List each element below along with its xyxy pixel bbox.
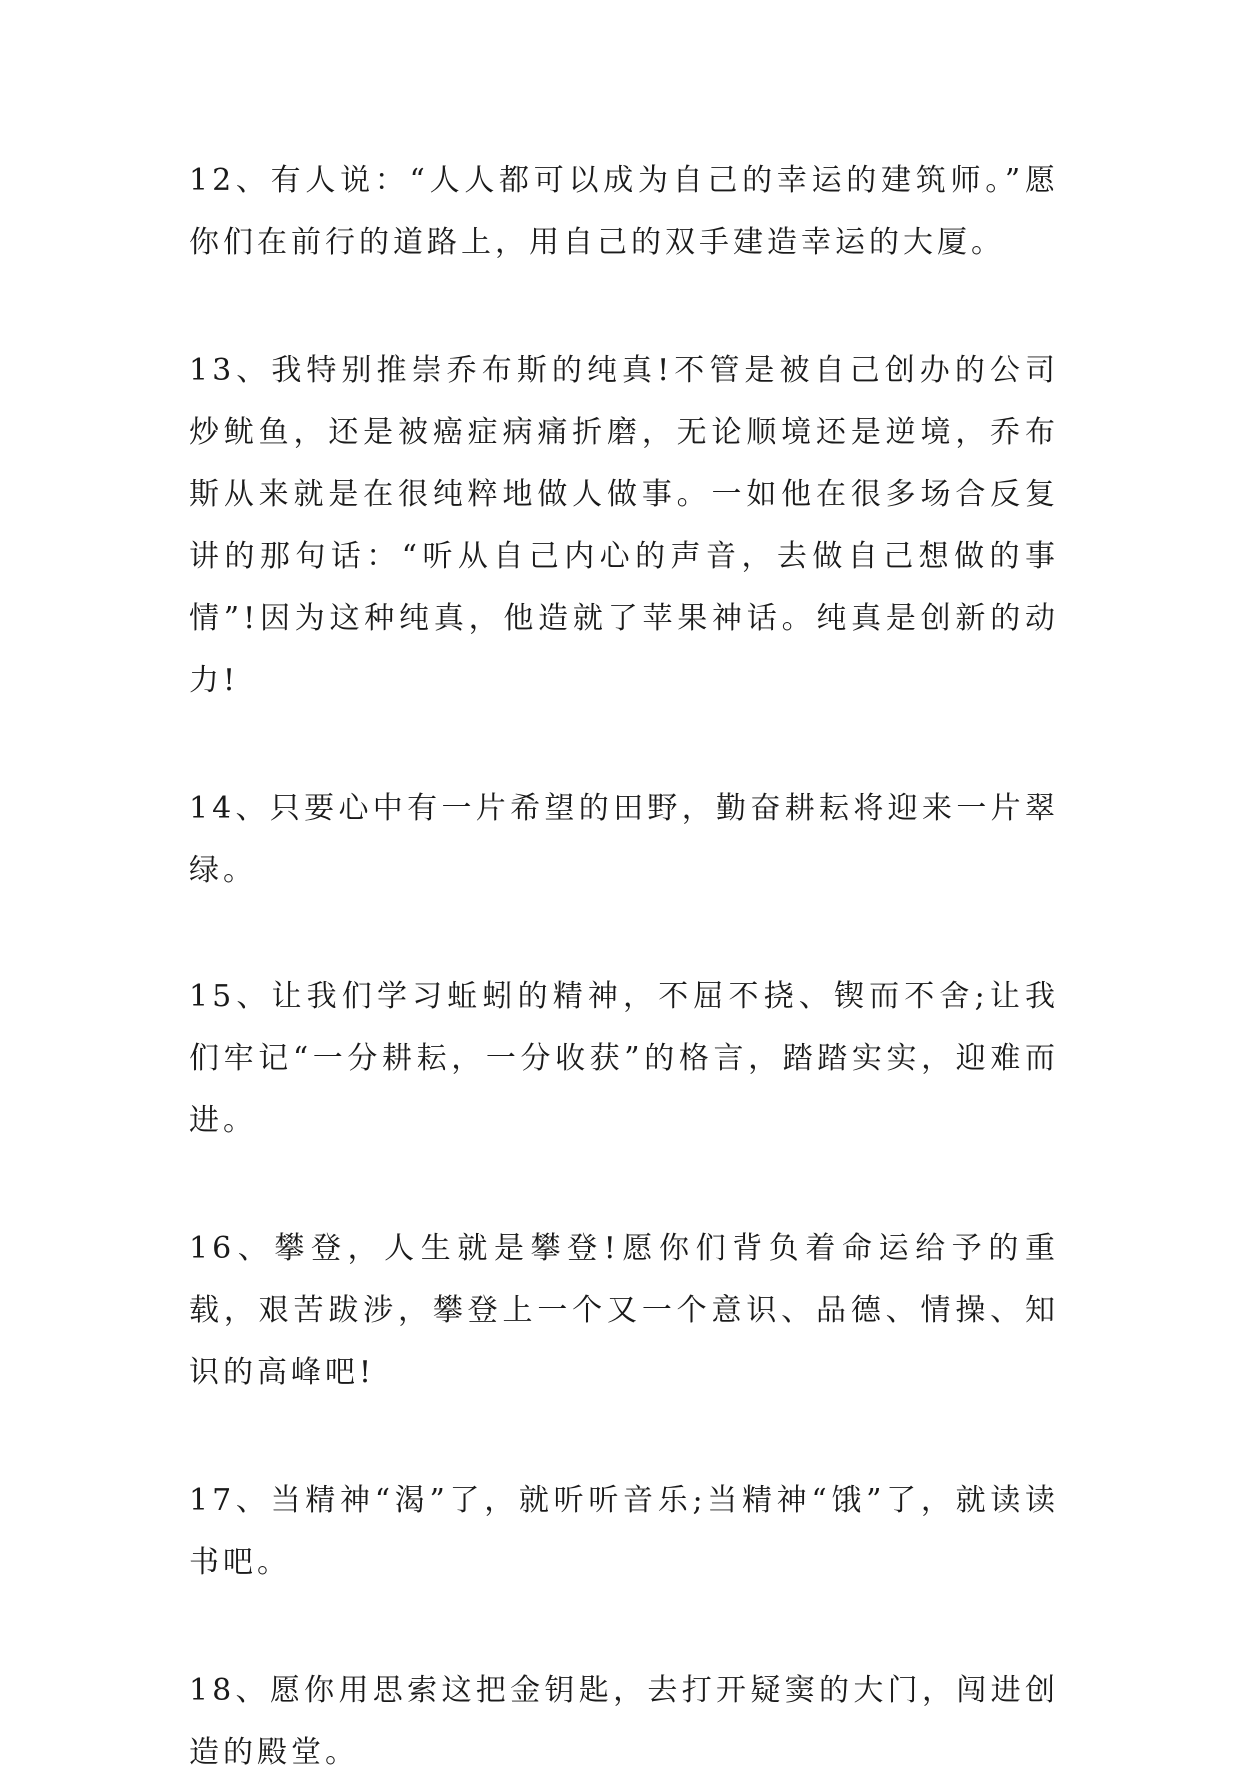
paragraph-12: 12、有人说：“人人都可以成为自己的幸运的建筑师。”愿你们在前行的道路上，用自己的双手建造幸运的大厦。 [189, 163, 1059, 260]
paragraph-13: 13、我特别推崇乔布斯的纯真!不管是被自己创办的公司炒鱿鱼，还是被癌症病痛折磨，无论顺境还是逆境，乔布斯从来就是在很纯粹地做人做事。一如他在很多场合反复讲的那句话：“听从自己内心的声音，去做自己想做的事情”!因为这种纯真，他造就了苹果神话。纯真是创新的动力! [189, 353, 1059, 698]
paragraph-16: 16、攀登，人生就是攀登!愿你们背负着命运给予的重载，艰苦跋涉，攀登上一个又一个意识、品德、情操、知识的高峰吧! [189, 1231, 1059, 1390]
paragraph-14: 14、只要心中有一片希望的田野，勤奋耕耘将迎来一片翠绿。 [189, 791, 1059, 888]
paragraph-17: 17、当精神“渴”了，就听听音乐;当精神“饿”了，就读读书吧。 [189, 1483, 1059, 1580]
document-body [189, 150, 1059, 1784]
paragraph-18: 18、愿你用思索这把金钥匙，去打开疑窦的大门，闯进创造的殿堂。 [189, 1673, 1059, 1770]
paragraph-15: 15、让我们学习蚯蚓的精神，不屈不挠、锲而不舍;让我们牢记“一分耕耘，一分收获”的格言，踏踏实实，迎难而进。 [189, 979, 1059, 1138]
